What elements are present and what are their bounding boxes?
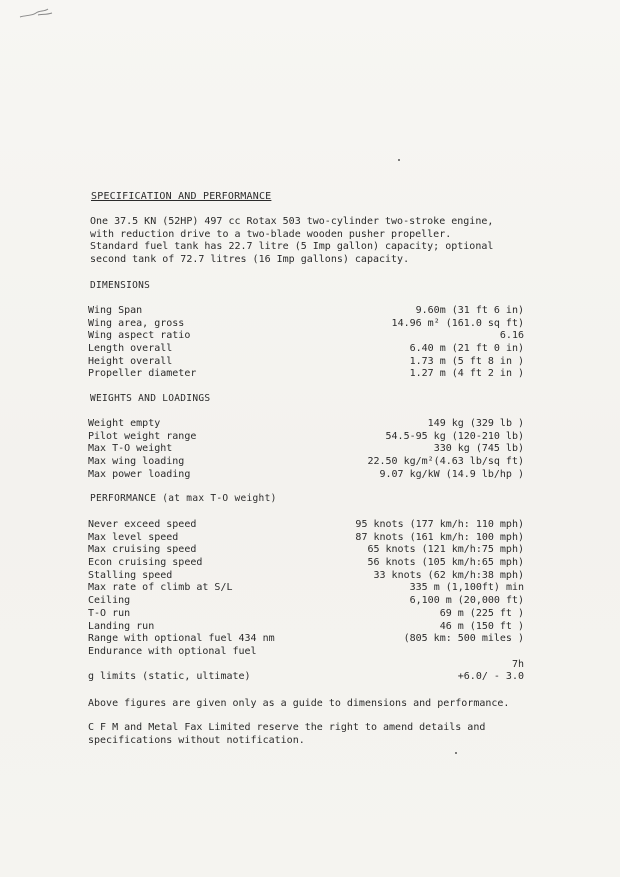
spec-value: 56 knots (105 km/h:65 mph)	[367, 557, 524, 569]
spec-value: 87 knots (161 km/h: 100 mph)	[355, 531, 524, 543]
spec-value: 69 m (225 ft )	[439, 607, 524, 619]
spec-value: 54.5-95 kg (120-210 lb)	[385, 430, 524, 442]
spec-label: Range with optional fuel 434 nm	[88, 633, 275, 645]
engine-description	[90, 216, 520, 266]
spec-label: Wing area, gross	[88, 317, 185, 329]
spec-value: 9.60m (31 ft 6 in)	[415, 305, 524, 316]
spec-label: Stalling speed	[88, 569, 173, 581]
spec-row	[88, 595, 524, 608]
dimensions-heading: DIMENSIONS	[90, 280, 151, 291]
spec-value: 1.27 m (4 ft 2 in )	[409, 368, 524, 380]
speck	[455, 752, 457, 754]
spec-row	[88, 671, 524, 684]
spec-row	[88, 608, 524, 621]
spec-row	[88, 431, 524, 444]
spec-label: Propeller diameter	[88, 368, 197, 380]
spec-value: 330 kg (745 lb)	[433, 443, 524, 455]
spec-value: 149 kg (329 lb )	[427, 418, 524, 429]
spec-label: Length overall	[88, 343, 173, 355]
performance-heading: PERFORMANCE (at max T-O weight)	[90, 493, 277, 504]
spec-row	[88, 343, 524, 356]
scribble-mark	[18, 6, 54, 20]
spec-value: (805 km: 500 miles )	[403, 633, 524, 645]
spec-label: Max cruising speed	[88, 544, 197, 556]
spec-row	[88, 519, 524, 532]
spec-value: 6.40 m (21 ft 0 in)	[409, 343, 524, 355]
spec-label: Landing run	[88, 620, 155, 632]
spec-label: Max wing loading	[88, 456, 185, 468]
spec-row	[88, 368, 524, 381]
weights-table	[88, 418, 524, 481]
disclaimer-line: specifications without notification.	[88, 735, 305, 746]
spec-value: 1.73 m (5 ft 8 in )	[409, 355, 524, 367]
spec-row	[88, 456, 524, 469]
spec-value: 6.16	[499, 330, 524, 342]
intro-line: with reduction drive to a two-blade wooden pusher propeller.	[90, 228, 452, 240]
spec-label: Weight empty	[88, 418, 161, 429]
intro-line: One 37.5 KN (52HP) 497 cc Rotax 503 two-cylinder two-stroke engine,	[90, 216, 494, 227]
spec-label: T-O run	[88, 607, 131, 619]
spec-row	[88, 659, 524, 672]
speck	[398, 159, 400, 161]
spec-row	[88, 318, 524, 331]
spec-row	[88, 418, 524, 431]
spec-row	[88, 443, 524, 456]
spec-label: Wing Span	[88, 305, 143, 316]
spec-label: Pilot weight range	[88, 430, 197, 442]
spec-row	[88, 305, 524, 318]
spec-value: 9.07 kg/kW (14.9 lb/hp )	[379, 468, 524, 480]
spec-label: Max T-O weight	[88, 443, 173, 455]
spec-row	[88, 646, 524, 659]
spec-label: Height overall	[88, 355, 173, 367]
spec-value: 7h	[511, 658, 524, 670]
spec-label: Max power loading	[88, 468, 191, 480]
spec-row	[88, 330, 524, 343]
spec-row	[88, 557, 524, 570]
spec-value: 65 knots (121 km/h:75 mph)	[367, 544, 524, 556]
spec-row	[88, 582, 524, 595]
spec-label: Max rate of climb at S/L	[88, 582, 233, 594]
spec-row	[88, 544, 524, 557]
spec-value: 95 knots (177 km/h: 110 mph)	[355, 519, 524, 530]
spec-label: Endurance with optional fuel	[88, 645, 257, 657]
intro-line: Standard fuel tank has 22.7 litre (5 Imp gallon) capacity; optional	[90, 241, 494, 253]
spec-row	[88, 356, 524, 369]
spec-label: Max level speed	[88, 531, 179, 543]
weights-heading: WEIGHTS AND LOADINGS	[90, 393, 211, 404]
spec-value: 33 knots (62 km/h:38 mph)	[373, 569, 524, 581]
spec-value: 22.50 kg/m²(4.63 lb/sq ft)	[367, 456, 524, 468]
dimensions-table	[88, 305, 524, 381]
spec-label: Econ cruising speed	[88, 557, 203, 569]
spec-row	[88, 633, 524, 646]
spec-value: 6,100 m (20,000 ft)	[409, 595, 524, 607]
spec-row	[88, 532, 524, 545]
spec-label: Wing aspect ratio	[88, 330, 191, 342]
spec-row	[88, 469, 524, 482]
guide-note: Above figures are given only as a guide to dimensions and performance.	[88, 698, 510, 709]
spec-value: +6.0/ - 3.0	[457, 671, 524, 683]
spec-value: 335 m (1,100ft) min	[409, 582, 524, 594]
spec-row	[88, 570, 524, 583]
document-title: SPECIFICATION AND PERFORMANCE	[91, 191, 272, 202]
spec-label: Never exceed speed	[88, 519, 197, 530]
spec-value: 14.96 m² (161.0 sq ft)	[391, 317, 524, 329]
intro-line: second tank of 72.7 litres (16 Imp gallons) capacity.	[90, 253, 410, 265]
spec-label: Ceiling	[88, 595, 131, 607]
spec-row	[88, 621, 524, 634]
performance-table	[88, 519, 524, 684]
spec-value: 46 m (150 ft )	[439, 620, 524, 632]
disclaimer-line: C F M and Metal Fax Limited reserve the right to amend details and	[88, 722, 486, 733]
spec-label: g limits (static, ultimate)	[88, 671, 251, 683]
